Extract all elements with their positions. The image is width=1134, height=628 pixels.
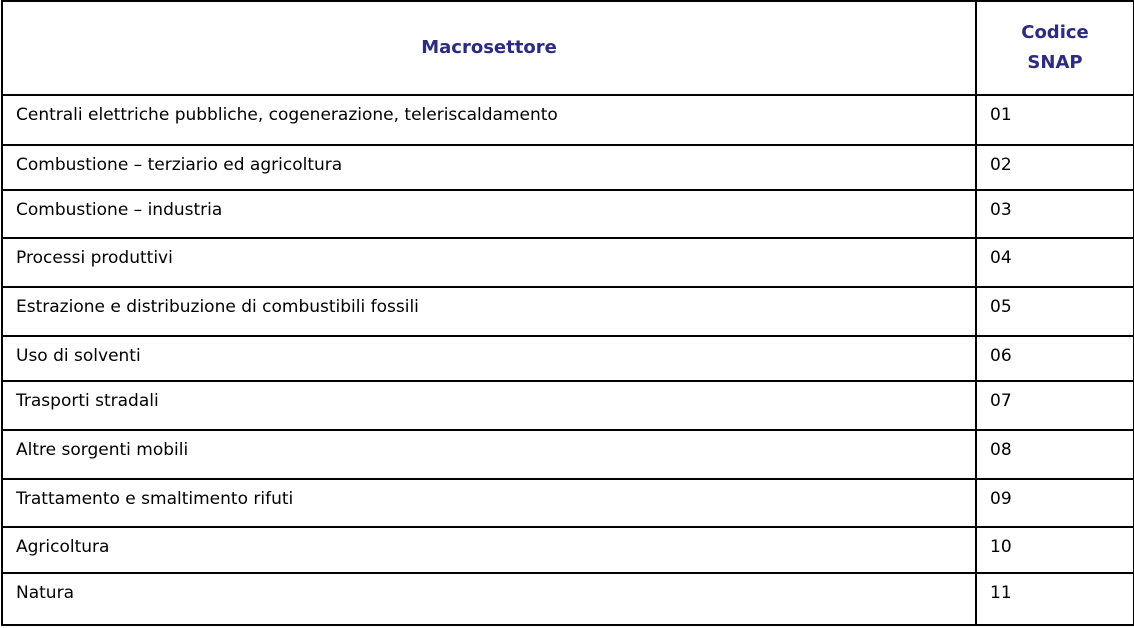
cell-macrosettore: Natura bbox=[2, 573, 976, 625]
cell-macrosettore: Combustione – terziario ed agricoltura bbox=[2, 145, 976, 190]
cell-macrosettore: Uso di solventi bbox=[2, 336, 976, 381]
column-header-codice-snap bbox=[976, 1, 1134, 95]
cell-codice: 02 bbox=[976, 145, 1134, 190]
cell-macrosettore: Trattamento e smaltimento rifuti bbox=[2, 479, 976, 527]
cell-macrosettore: Trasporti stradali bbox=[2, 381, 976, 430]
cell-macrosettore: Processi produttivi bbox=[2, 238, 976, 287]
cell-macrosettore: Altre sorgenti mobili bbox=[2, 430, 976, 479]
table-row bbox=[2, 238, 1134, 287]
table-row bbox=[2, 527, 1134, 573]
cell-codice: 11 bbox=[976, 573, 1134, 625]
cell-codice: 09 bbox=[976, 479, 1134, 527]
cell-codice: 03 bbox=[976, 190, 1134, 238]
table-row bbox=[2, 145, 1134, 190]
table-row bbox=[2, 190, 1134, 238]
cell-codice: 10 bbox=[976, 527, 1134, 573]
cell-macrosettore: Agricoltura bbox=[2, 527, 976, 573]
snap-macrosector-table bbox=[1, 0, 1134, 626]
table-row bbox=[2, 573, 1134, 625]
cell-codice: 05 bbox=[976, 287, 1134, 336]
column-header-codice-line2: SNAP bbox=[1027, 52, 1083, 73]
cell-codice: 07 bbox=[976, 381, 1134, 430]
cell-codice: 01 bbox=[976, 95, 1134, 145]
column-header-macrosettore: Macrosettore bbox=[2, 1, 976, 95]
table-row bbox=[2, 430, 1134, 479]
table-row bbox=[2, 287, 1134, 336]
cell-codice: 08 bbox=[976, 430, 1134, 479]
table-header-row bbox=[2, 1, 1134, 95]
table-row bbox=[2, 381, 1134, 430]
cell-codice: 04 bbox=[976, 238, 1134, 287]
column-header-codice-line1: Codice bbox=[1021, 22, 1089, 43]
cell-macrosettore: Estrazione e distribuzione di combustibili fossili bbox=[2, 287, 976, 336]
table-row bbox=[2, 95, 1134, 145]
cell-codice: 06 bbox=[976, 336, 1134, 381]
table-row bbox=[2, 336, 1134, 381]
cell-macrosettore: Centrali elettriche pubbliche, cogenerazione, teleriscaldamento bbox=[2, 95, 976, 145]
table-row bbox=[2, 479, 1134, 527]
cell-macrosettore: Combustione – industria bbox=[2, 190, 976, 238]
